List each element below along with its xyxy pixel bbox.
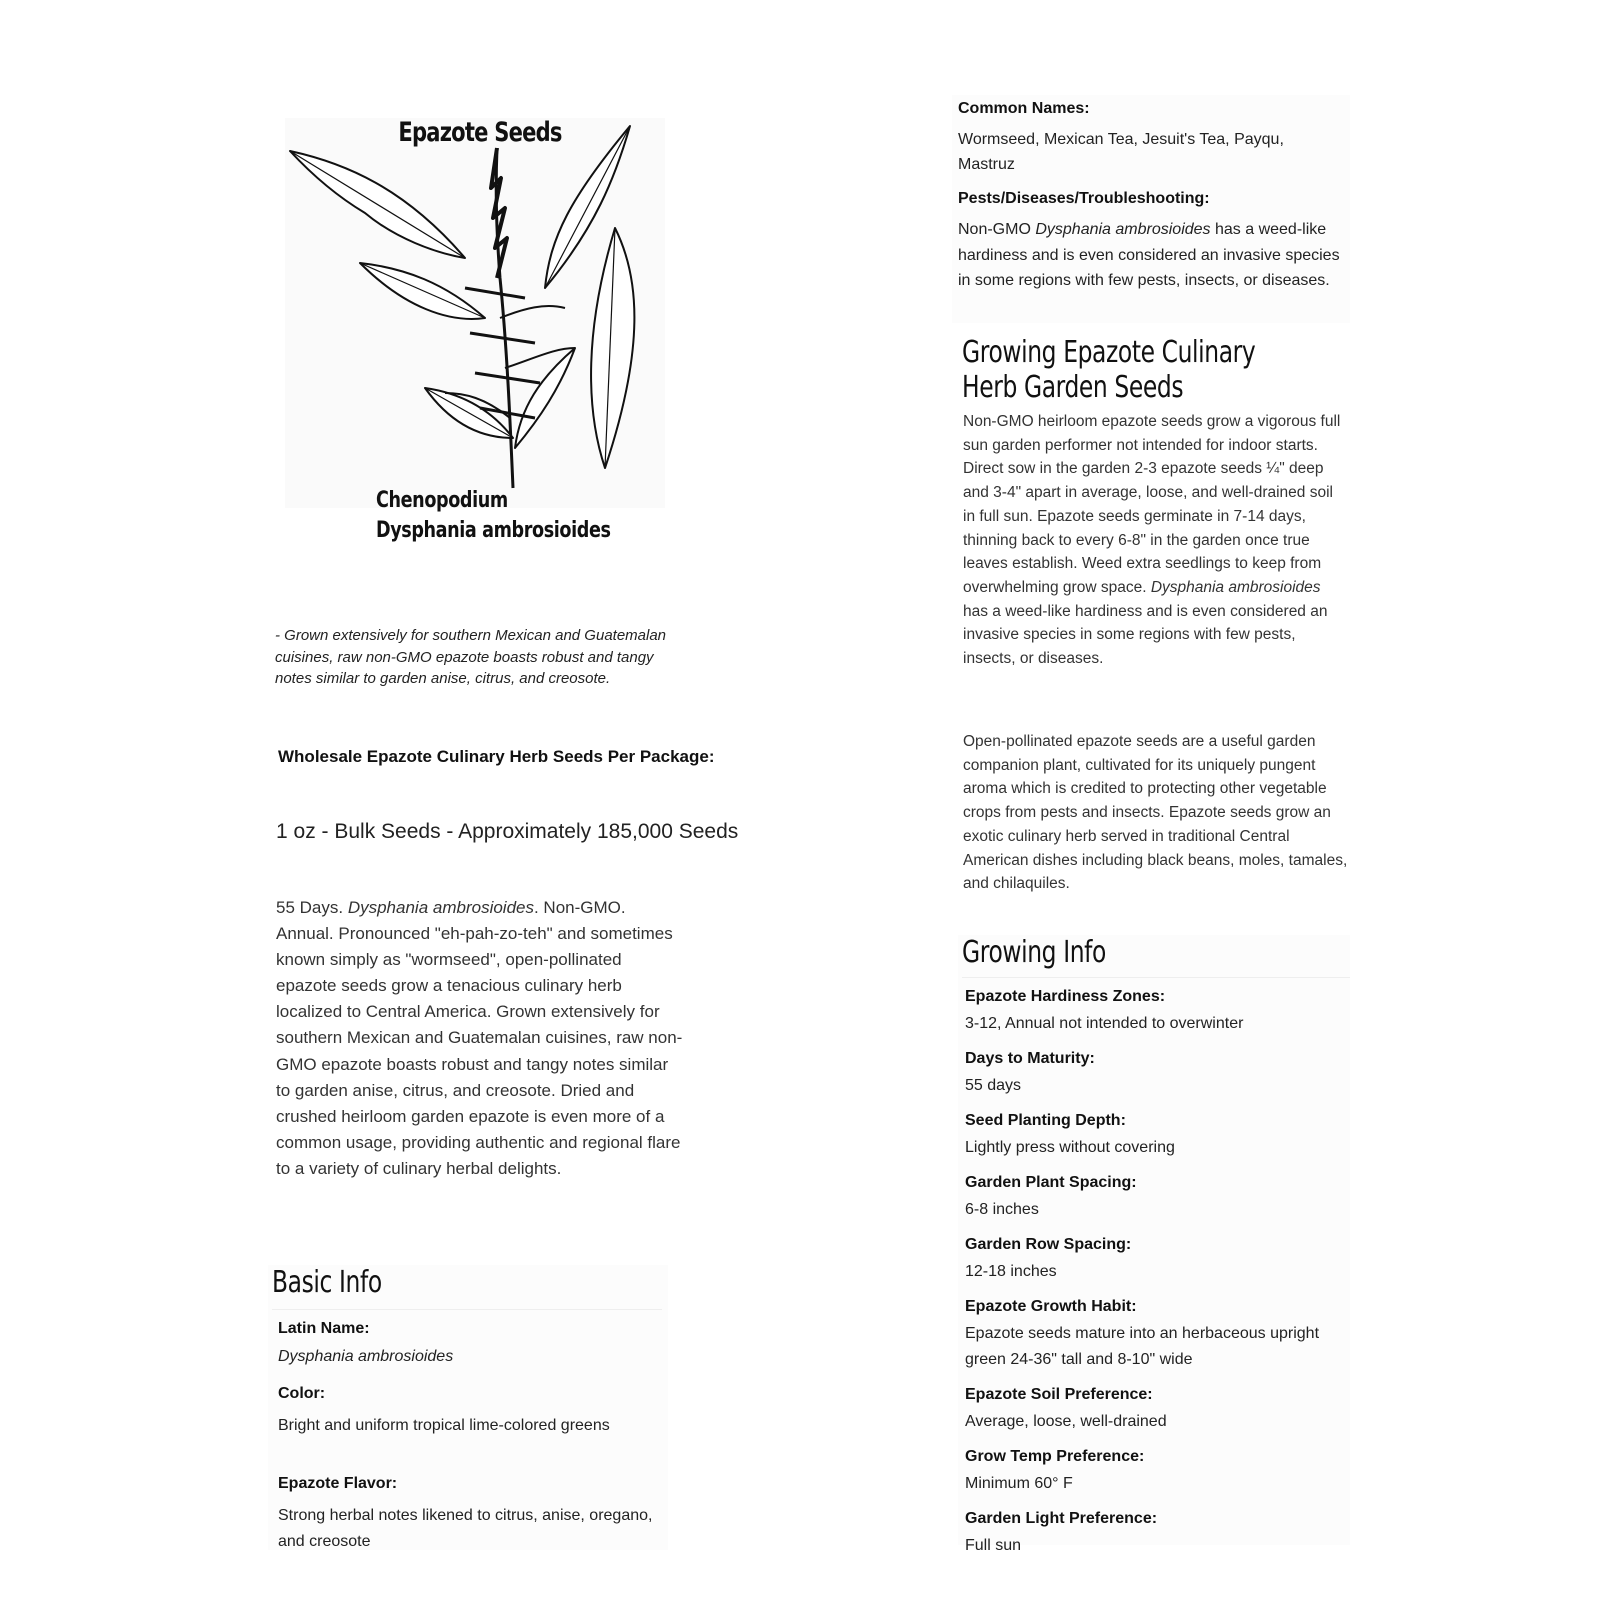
planting-depth-label: Seed Planting Depth:: [965, 1112, 1126, 1129]
pests-label: Pests/Diseases/Troubleshooting:: [958, 190, 1210, 207]
growing-info-item: [965, 1443, 1345, 1505]
illustration-caption-species: Dysphania ambrosioides: [376, 518, 611, 543]
growing-info-item: [965, 1293, 1345, 1381]
light-preference-label: Garden Light Preference:: [965, 1510, 1158, 1527]
growing-info-item: [965, 1381, 1345, 1443]
growing-p1-text: Non-GMO heirloom epazote seeds grow a vigorous full sun garden performer not intended for indoor starts. Direct sow in the garden 2-3 epazote seeds ¼" deep and 3-4" apart in average, loose, and well-drained soil in full sun. Epazote seeds germinate in 7-14 days, thinning back to every 6-8" in the garden once true leaves establish. Weed extra seedlings to keep from overwhelming grow space.: [963, 413, 1341, 596]
growing-info-item: [965, 983, 1345, 1045]
package-size: 1 oz - Bulk Seeds - Approximately 185,000 Seeds: [276, 820, 739, 843]
illustration-title: Epazote Seeds: [398, 117, 562, 148]
growing-info-list: [965, 983, 1345, 1567]
row-spacing-label: Garden Row Spacing:: [965, 1236, 1132, 1253]
growing-paragraph-1: [963, 410, 1348, 671]
latin-name-value: Dysphania ambrosioides: [278, 1348, 454, 1365]
product-description: [276, 895, 686, 1182]
growing-heading: Growing Epazote Culinary Herb Garden Seeds: [962, 335, 1256, 405]
plant-spacing-value: 6-8 inches: [965, 1201, 1039, 1218]
growing-info-item: [965, 1045, 1345, 1107]
description-days: 55 Days.: [276, 898, 344, 917]
common-names-value: Wormseed, Mexican Tea, Jesuit's Tea, Payqu, Mastruz: [958, 131, 1284, 173]
growing-info-heading: Growing Info: [962, 935, 1106, 970]
temp-preference-label: Grow Temp Preference:: [965, 1448, 1145, 1465]
wholesale-heading: Wholesale Epazote Culinary Herb Seeds Per Package:: [278, 747, 715, 766]
description-latin: Dysphania ambrosioides: [347, 898, 534, 917]
growing-info-item: [965, 1107, 1345, 1169]
growing-info-item: [965, 1169, 1345, 1231]
growth-habit-label: Epazote Growth Habit:: [965, 1298, 1137, 1315]
growing-info-item: [965, 1231, 1345, 1293]
pests-suffix: has a weed-like hardiness and is even considered an invasive species in some regions with few pests, insects, or diseases.: [958, 221, 1340, 289]
growing-p1-latin: Dysphania ambrosioides: [1150, 578, 1321, 596]
soil-preference-value: Average, loose, well-drained: [965, 1413, 1167, 1430]
light-preference-value: Full sun: [965, 1537, 1022, 1554]
growing-info-divider: [962, 977, 1350, 978]
hardiness-zones-value: 3-12, Annual not intended to overwinter: [965, 1015, 1244, 1032]
days-to-maturity-value: 55 days: [965, 1077, 1022, 1094]
common-names-label: Common Names:: [958, 100, 1090, 117]
epazote-plant-illustration: [285, 118, 665, 508]
basic-info-divider: [272, 1309, 662, 1310]
pests-value: [958, 217, 1343, 294]
intro-summary: - Grown extensively for southern Mexican and Guatemalan cuisines, raw non-GMO epazote boasts robust and tangy notes similar to garden anise, citrus, and creosote.: [275, 627, 667, 687]
flavor-value: Strong herbal notes likened to citrus, anise, oregano, and creosote: [278, 1507, 653, 1550]
illustration-caption-genus: Chenopodium: [376, 488, 508, 513]
hardiness-zones-label: Epazote Hardiness Zones:: [965, 988, 1166, 1005]
days-to-maturity-label: Days to Maturity:: [965, 1050, 1095, 1067]
plant-spacing-label: Garden Plant Spacing:: [965, 1174, 1137, 1191]
basic-info-heading: Basic Info: [272, 1265, 382, 1300]
soil-preference-label: Epazote Soil Preference:: [965, 1386, 1153, 1403]
flavor-label: Epazote Flavor:: [278, 1475, 398, 1492]
growing-p1-tail: has a weed-like hardiness and is even considered an invasive species in some regions with few pests, insects, or diseases.: [963, 602, 1328, 668]
color-label: Color:: [278, 1385, 326, 1402]
row-spacing-value: 12-18 inches: [965, 1263, 1057, 1280]
growth-habit-value: Epazote seeds mature into an herbaceous upright green 24-36" tall and 8-10" wide: [965, 1325, 1320, 1368]
latin-name-label: Latin Name:: [278, 1320, 370, 1337]
description-text: . Non-GMO. Annual. Pronounced "eh-pah-zo-teh" and sometimes known simply as "wormseed", open-pollinated epazote seeds grow a tenacious culinary herb localized to Central America. Grown extensively for southern Mexican and Guatemalan cuisines, raw non-GMO epazote boasts robust and tangy notes similar to garden anise, citrus, and creosote. Dried and crushed heirloom garden epazote is even more of a common usage, providing authentic and regional flare to a variety of culinary herbal delights.: [276, 898, 683, 1178]
temp-preference-value: Minimum 60° F: [965, 1475, 1073, 1492]
pests-latin: Dysphania ambrosioides: [1035, 221, 1211, 238]
growing-info-item: [965, 1505, 1345, 1567]
planting-depth-value: Lightly press without covering: [965, 1139, 1175, 1156]
growing-paragraph-2: Open-pollinated epazote seeds are a useful garden companion plant, cultivated for its uniquely pungent aroma which is credited to protecting other vegetable crops from pests and insects. Epazote seeds grow an exotic culinary herb served in traditional Central American dishes including black beans, moles, tamales, and chilaquiles.: [963, 733, 1348, 893]
color-value: Bright and uniform tropical lime-colored greens: [278, 1417, 610, 1434]
pests-prefix: Non-GMO: [958, 221, 1036, 238]
